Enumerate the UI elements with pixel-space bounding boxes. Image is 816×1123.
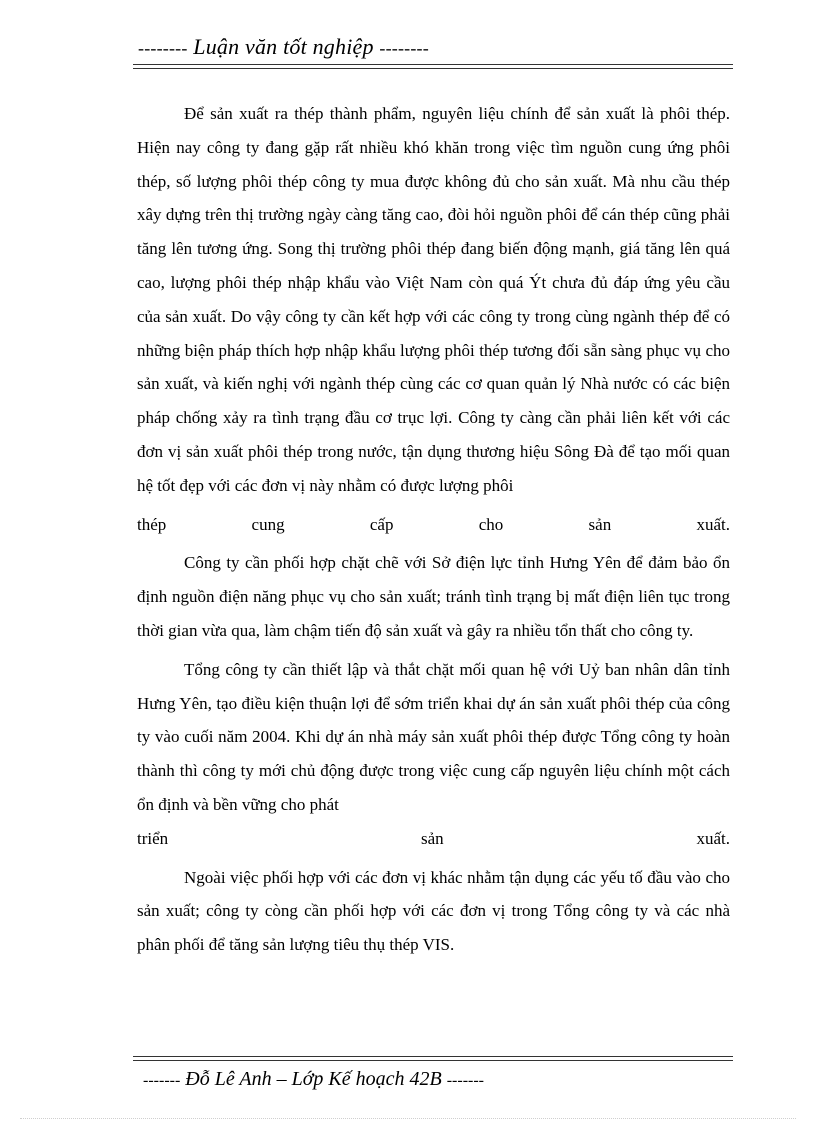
paragraph-3: Tổng công ty cần thiết lập và thắt chặt mối quan hệ với Uỷ ban nhân dân tỉnh Hưng Yên, tạo điều kiện thuận lợi để sớm triển khai dự án sản xuất phôi thép của công ty vào cuối năm 2004. Khi dự án nhà máy sản xuất phôi thép được Tổng công ty hoàn thành thì công ty mới chủ động được trong việc cung cấp nguyên liệu chính một cách ổn định và bền vững cho phát [137, 659, 730, 814]
paragraph-1: Để sản xuất ra thép thành phẩm, nguyên liệu chính để sản xuất là phôi thép. Hiện nay công ty đang gặp rất nhiều khó khăn trong việc tìm nguồn cung ứng phôi thép, số lượng phôi thép công ty mua được không đủ cho sản xuất. Mà nhu cầu thép xây dựng trên thị trường ngày càng tăng cao, đòi hỏi nguồn phôi để cán thép cũng phải tăng lên tương ứng. Song thị trường phôi thép đang biến động mạnh, giá tăng lên quá cao, lượng phôi thép nhập khẩu vào Việt Nam còn quá Ýt chưa đủ đáp ứng yêu cầu của sản xuất. Do vậy công ty cần kết hợp với các công ty trong cùng ngành thép để có những biện pháp thích hợp nhập khẩu lượng phôi thép tương đối sẵn sàng phục vụ cho sản xuất, và kiến nghị với ngành thép cùng các cơ quan quản lý Nhà nước có các biện pháp chống xảy ra tình trạng đầu cơ trục lợi. Công ty càng cần phải liên kết với các đơn vị sản xuất phôi thép trong nước, tận dụng thương hiệu Sông Đà để tạo mối quan hệ tốt đẹp với các đơn vị này nhằm có được lượng phôi [137, 104, 730, 495]
footer-rule [133, 1056, 733, 1061]
footer-dashes-right: ------- [446, 1072, 484, 1089]
page-footer [143, 1068, 484, 1091]
p1-tail-word: xuất. [696, 514, 730, 534]
paragraph-4: Ngoài việc phối hợp với các đơn vị khác nhằm tận dụng các yếu tố đầu vào cho sản xuất; công ty còng cần phối hợp với các đơn vị trong Tổng công ty và các nhà phân phối để tăng sản lượng tiêu thụ thép VIS. [137, 867, 730, 955]
header-rule [133, 64, 733, 69]
header-dashes-right: -------- [379, 38, 429, 58]
header-title: Luận văn tốt nghiệp [193, 34, 374, 59]
paragraph-2: Công ty cần phối hợp chặt chẽ với Sở điện lực tỉnh Hưng Yên để đảm bảo ổn định nguồn điện năng phục vụ cho sản xuất; tránh tình trạng bị mất điện liên tục trong thời gian vừa qua, làm chậm tiến độ sản xuất và gây ra nhiều tổn thất cho công ty. [137, 553, 730, 640]
p1-tail-word: cung [251, 514, 285, 534]
p1-tail-word: thép [137, 514, 167, 534]
p1-tail-word: cấp [369, 514, 394, 534]
p1-tail-word: sản [588, 514, 612, 534]
header-dashes-left: -------- [138, 38, 188, 58]
paragraph-3-last-line [137, 822, 730, 856]
page-bottom-dotted-line [20, 1118, 796, 1119]
p1-tail-word: cho [478, 514, 504, 534]
footer-text: Đỗ Lê Anh – Lớp Kế hoạch 42B [185, 1068, 442, 1090]
document-body [137, 97, 730, 962]
footer-dashes-left: ------- [143, 1072, 181, 1089]
p3-tail-word: triển [137, 828, 169, 848]
p3-tail-word: sản [420, 828, 444, 848]
paragraph-1-last-line [137, 508, 730, 542]
page-header [138, 34, 429, 60]
p3-tail-word: xuất. [696, 828, 730, 848]
